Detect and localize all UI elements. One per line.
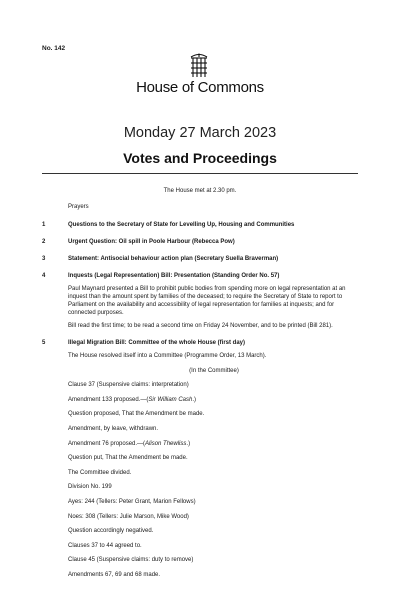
item-number: 1 <box>42 222 46 228</box>
bill-presentation-text: Paul Maynard presented a Bill to prohibit public bodies from spending more on legal representation at an inquest than the amount spent by families of the deceased; to require the Secretary of State to report to Parliament on the availability and accessibility of legal representation for families at inquests; and for connected purposes. <box>68 286 346 316</box>
question-put: Question put, That the Amendment be made. <box>68 455 188 462</box>
question-negatived: Question accordingly negatived. <box>68 528 154 535</box>
amendment-76: Amendment 76 proposed.—(Alison Thewliss.) <box>68 440 191 447</box>
question-proposed: Question proposed, That the Amendment be made. <box>68 411 205 418</box>
item-title: Urgent Question: Oil spill in Poole Harbour (Rebecca Pow) <box>68 239 235 245</box>
item-number: 2 <box>42 239 46 245</box>
division-number: Division No. 199 <box>68 484 112 491</box>
in-committee-label: (In the Committee) <box>189 367 239 374</box>
bill-reading-text: Bill read the first time; to be read a second time on Friday 24 November, and to be printed (Bill 281). <box>68 323 333 329</box>
document-date: Monday 27 March 2023 <box>123 125 277 141</box>
publisher-name: House of Commons <box>136 79 264 96</box>
clause-37-heading: Clause 37 (Suspensive claims: interpretation) <box>68 382 189 389</box>
committee-resolved: The House resolved itself into a Committee (Programme Order, 13 March). <box>68 353 267 359</box>
committee-divided: The Committee divided. <box>68 469 132 476</box>
opening-line: The House met at 2.30 pm. <box>163 188 237 194</box>
amendment-133: Amendment 133 proposed.—(Sir William Cash.) <box>68 396 197 403</box>
issue-number: No. 142 <box>42 45 66 52</box>
clause-45-heading: Clause 45 (Suspensive claims: duty to remove) <box>68 557 194 564</box>
item-number: 3 <box>42 256 46 262</box>
portcullis-icon <box>188 52 210 78</box>
item-title: Questions to the Secretary of State for Levelling Up, Housing and Communities <box>68 222 295 228</box>
item-2 <box>42 238 360 246</box>
item-3 <box>42 255 360 263</box>
item-5 <box>42 339 360 347</box>
amendment-withdrawn: Amendment, by leave, withdrawn. <box>68 425 159 432</box>
ayes-result: Ayes: 244 (Tellers: Peter Grant, Marion Fellows) <box>68 498 196 505</box>
mover-name: Alison Thewliss <box>145 440 187 447</box>
item-title: Inquests (Legal Representation) Bill: Presentation (Standing Order No. 57) <box>68 273 280 279</box>
prayers-label: Prayers <box>68 204 89 210</box>
item-number: 4 <box>42 273 46 279</box>
item-4 <box>42 272 360 330</box>
mover-name: Sir William Cash <box>148 396 193 403</box>
title-divider <box>42 173 358 174</box>
item-1 <box>42 221 360 229</box>
item-title: Statement: Antisocial behaviour action plan (Secretary Suella Braverman) <box>68 256 279 262</box>
item-title: Illegal Migration Bill: Committee of the whole House (first day) <box>68 340 246 346</box>
clauses-agreed: Clauses 37 to 44 agreed to. <box>68 542 142 549</box>
item-number: 5 <box>42 340 46 346</box>
proceedings <box>42 203 360 579</box>
amendments-made: Amendments 67, 69 and 68 made. <box>68 571 161 578</box>
noes-result: Noes: 308 (Tellers: Julie Marson, Mike Wood) <box>68 513 189 520</box>
document-title: Votes and Proceedings <box>123 150 277 166</box>
